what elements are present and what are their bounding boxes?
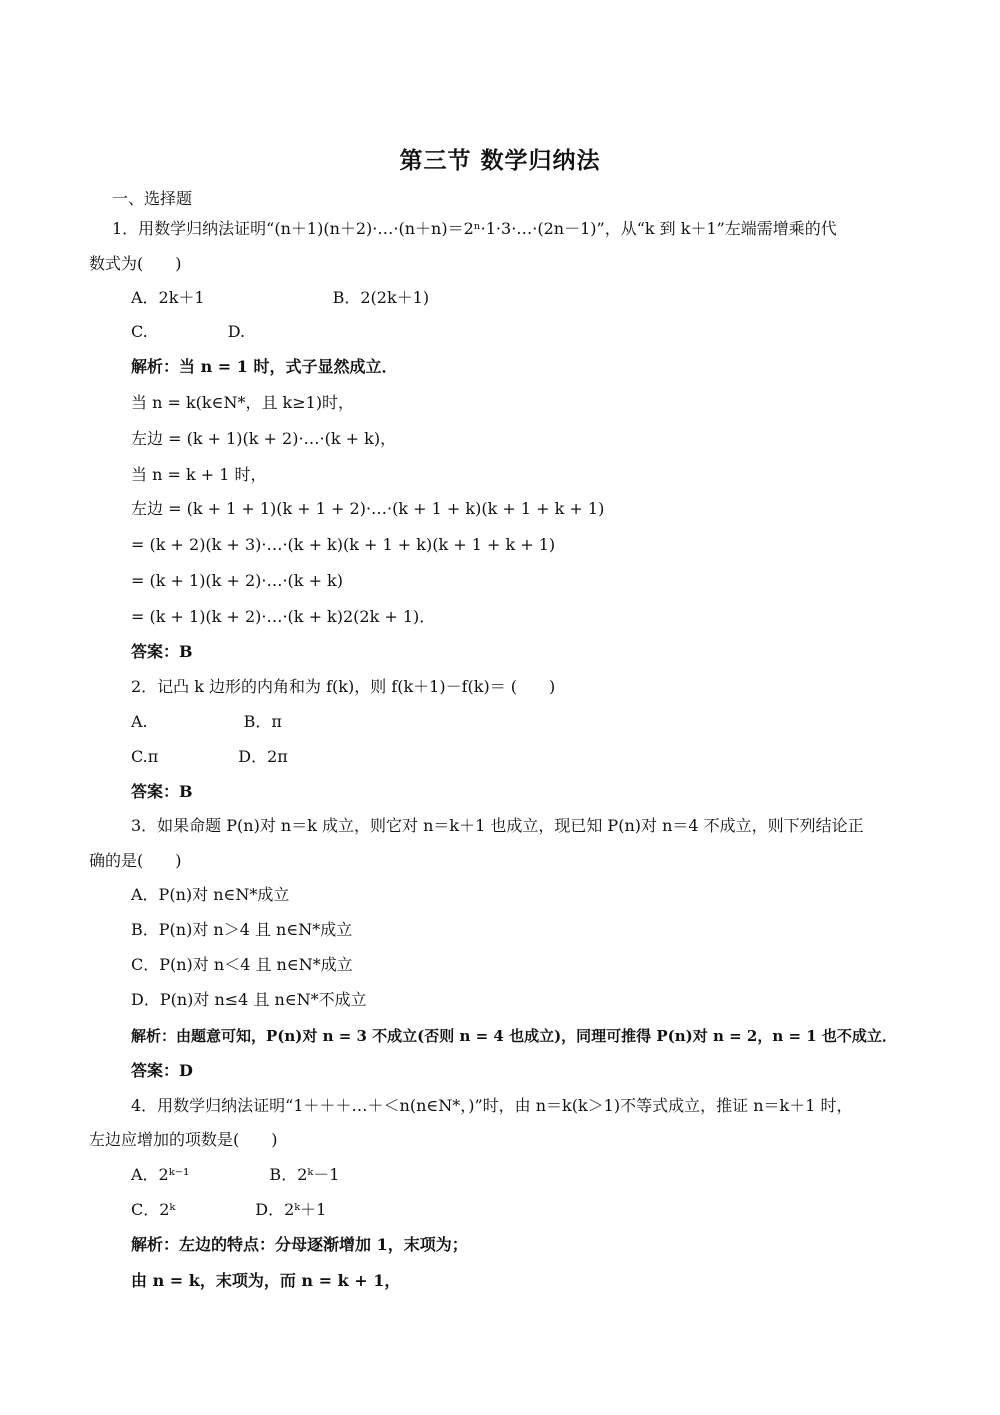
q1-solution-line-2: 当 n = k(k∈N*，且 k≥1)时， <box>131 393 355 412</box>
q1-solution-line-8: = (k + 1)(k + 2)·…·(k + k)2(2k + 1)． <box>131 607 436 626</box>
q1-solution-line-1: 解析：当 n = 1 时，式子显然成立． <box>131 357 398 376</box>
page-title: 第三节 数学归纳法 <box>399 147 601 174</box>
q1-solution-line-6: = (k + 2)(k + 3)·…·(k + k)(k + 1 + k)(k + 1 + k + 1) <box>131 535 556 554</box>
q1-solution-line-3: 左边 = (k + 1)(k + 2)·…·(k + k)， <box>131 429 397 448</box>
q2-stem: 2．记凸 k 边形的内角和为 f(k)，则 f(k＋1)－f(k)＝ ( ) <box>131 677 556 696</box>
q1-solution-line-5: 左边 = (k + 1 + 1)(k + 1 + 2)·…·(k + 1 + k)(k + 1 + k + 1) <box>131 499 605 518</box>
q3-option-b: B．P(n)对 n＞4 且 n∈N*成立 <box>131 920 353 939</box>
q3-stem-line-1: 3．如果命题 P(n)对 n＝k 成立，则它对 n＝k＋1 也成立，现已知 P(n)对 n＝4 不成立，则下列结论正 <box>131 816 864 835</box>
q3-stem-line-2: 确的是( ) <box>89 851 182 870</box>
q3-answer: 答案：D <box>131 1061 193 1080</box>
q2-options-ab: A. B．π <box>131 712 282 731</box>
q1-options-cd: C. D. <box>131 322 246 341</box>
q1-solution-line-4: 当 n = k + 1 时， <box>131 465 267 484</box>
q3-option-d: D．P(n)对 n≤4 且 n∈N*不成立 <box>131 990 367 1009</box>
q4-solution-line-2: 由 n = k，末项为，而 n = k + 1， <box>131 1271 401 1290</box>
q4-stem-line-2: 左边应增加的项数是( ) <box>89 1130 278 1149</box>
q1-answer: 答案：B <box>131 642 193 661</box>
q2-answer: 答案：B <box>131 782 193 801</box>
q4-options-ab: A．2ᵏ⁻¹ B．2ᵏ－1 <box>131 1165 340 1184</box>
q2-options-cd: C.π D．2π <box>131 747 288 766</box>
q3-option-a: A．P(n)对 n∈N*成立 <box>131 885 290 904</box>
q1-stem-line-2: 数式为( ) <box>89 254 182 273</box>
section-heading: 一、选择题 <box>112 189 193 208</box>
q3-option-c: C．P(n)对 n＜4 且 n∈N*成立 <box>131 955 353 974</box>
q4-solution-line-1: 解析：左边的特点：分母逐渐增加 1，末项为； <box>131 1235 468 1254</box>
q4-stem-line-1: 4．用数学归纳法证明“1＋＋＋…＋＜n(n∈N*，)”时，由 n＝k(k＞1)不等式成立，推证 n＝k＋1 时， <box>131 1096 853 1115</box>
q1-solution-line-7: = (k + 1)(k + 2)·…·(k + k) <box>131 571 343 590</box>
q3-solution: 解析：由题意可知，P(n)对 n = 3 不成立(否则 n = 4 也成立)，同理可推得 P(n)对 n = 2，n = 1 也不成立． <box>131 1027 897 1045</box>
q4-options-cd: C．2ᵏ D．2ᵏ＋1 <box>131 1200 327 1219</box>
q1-options-ab: A．2k＋1 B．2(2k＋1) <box>131 288 430 307</box>
q1-stem-line-1: 1．用数学归纳法证明“(n＋1)(n＋2)·…·(n＋n)＝2ⁿ·1·3·…·(2n－1)”，从“k 到 k＋1”左端需增乘的代 <box>112 219 837 238</box>
